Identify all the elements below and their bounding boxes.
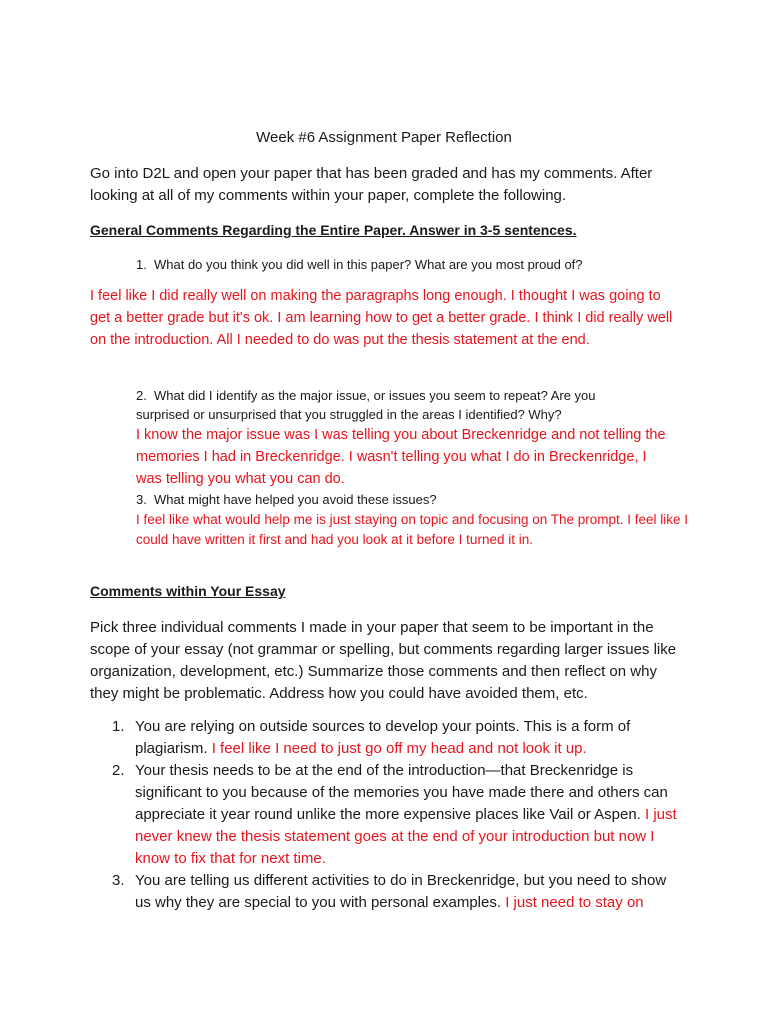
question-2 [136,386,636,424]
page-title: Week #6 Assignment Paper Reflection [256,129,512,146]
section-heading-general: General Comments Regarding the Entire Paper. Answer in 3-5 sentences. [90,222,577,238]
response-text: I feel like I need to just go off my head and not look it up. [211,740,587,757]
question-number: 2. [136,388,147,403]
answer-1: I feel like I did really well on making the paragraphs long enough. I thought I was going to get a better grade but it's ok. I am learning how to get a better grade. I think I did really well on the introduction. All I needed to do was put the thesis statement at the end. [90,288,673,348]
intro-paragraph: Go into D2L and open your paper that has been graded and has my comments. After looking at all of my comments within your paper, complete the following. [90,165,653,204]
question-text: What might have helped you avoid these issues? [154,492,437,507]
question-1 [136,255,583,274]
comment-text: You are relying on outside sources to develop your points. This is a form of plagiarism. [135,718,631,757]
response-text: I just need to stay on [505,894,644,911]
question-number: 1. [136,257,147,272]
question-text: What do you think you did well in this paper? What are you most proud of? [154,257,583,272]
comment-text: You are telling us different activities to do in Breckenridge, but you need to show us why they are special to you with personal examples. [135,872,667,911]
question-number: 3. [136,492,147,507]
list-number: 1. [112,718,125,735]
list-number: 2. [112,762,125,779]
question-3 [136,490,437,509]
section-heading-comments: Comments within Your Essay [90,583,286,599]
list-item [90,870,680,914]
list-item [90,760,680,870]
instructions-paragraph: Pick three individual comments I made in your paper that seem to be important in the scope of your essay (not grammar or spelling, but comments regarding larger issues like organization, development, etc.) Summarize those comments and then reflect on why they might be problematic. Address how you could have avoided them, etc. [90,619,677,702]
list-item [90,716,680,760]
comment-list [90,716,680,914]
comment-text: Your thesis needs to be at the end of the introduction—that Breckenridge is significant to you because of the memories you have made there and others can appreciate it year round unlike the more expensive places like Vail or Aspen. [135,762,668,823]
answer-2: I know the major issue was I was telling you about Breckenridge and not telling the memories I had in Breckenridge. I wasn't telling you what I do in Breckenridge, I was telling you what you can do. [136,427,666,487]
list-number: 3. [112,872,125,889]
response-text: I just never knew the thesis statement goes at the end of your introduction but now I know to fix that for next time. [135,806,677,867]
question-text: What did I identify as the major issue, or issues you seem to repeat? Are you surprised or unsurprised that you struggled in the areas I identified? Why? [136,388,596,422]
answer-3: I feel like what would help me is just staying on topic and focusing on The prompt. I feel like I could have written it first and had you look at it before I turned it in. [136,512,689,547]
